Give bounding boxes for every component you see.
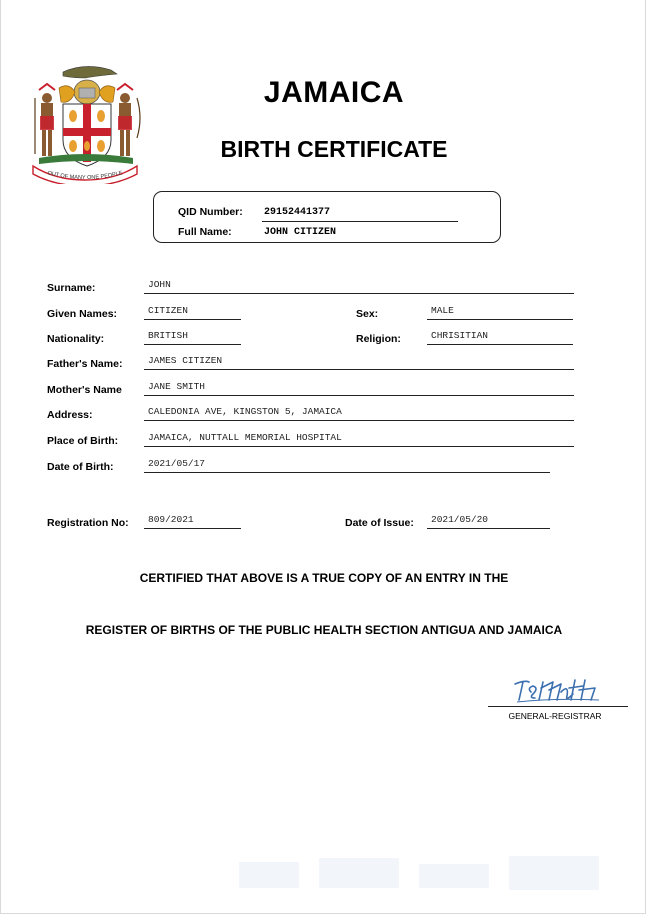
date-of-birth-label: Date of Birth: [47, 461, 114, 473]
address-value: CALEDONIA AVE, KINGSTON 5, JAMAICA [144, 406, 574, 421]
qid-value: 29152441377 [262, 206, 458, 222]
nationality-value: BRITISH [144, 330, 241, 345]
motto-text: OUT OF MANY ONE PEOPLE [46, 170, 124, 182]
fullname-label: Full Name: [178, 226, 232, 238]
father-name-value: JAMES CITIZEN [144, 355, 574, 370]
religion-value: CHRISITIAN [427, 330, 573, 345]
nationality-label: Nationality: [47, 333, 105, 345]
certification-line-1: CERTIFIED THAT ABOVE IS A TRUE COPY OF AN ENTRY IN THE [139, 571, 509, 585]
fullname-row [178, 226, 468, 242]
id-box [153, 191, 501, 243]
country-name: JAMAICA [263, 76, 405, 109]
watermark-graphic [229, 852, 609, 896]
surname-value: JOHN [144, 279, 574, 294]
signature-title: GENERAL-REGISTRAR [508, 711, 602, 721]
date-of-birth-value: 2021/05/17 [144, 458, 550, 473]
surname-label: Surname: [47, 282, 96, 294]
place-of-birth-label: Place of Birth: [47, 435, 119, 447]
certification-line-2: REGISTER OF BIRTHS OF THE PUBLIC HEALTH SECTION ANTIGUA AND JAMAICA [85, 623, 563, 637]
registration-no-value: 809/2021 [144, 514, 241, 529]
registrar-signature [513, 676, 603, 704]
religion-label: Religion: [356, 333, 401, 345]
qid-row [178, 206, 468, 222]
address-label: Address: [47, 409, 93, 421]
mother-name-value: JANE SMITH [144, 381, 574, 396]
coat-of-arms-emblem [25, 58, 145, 184]
place-of-birth-value: JAMAICA, NUTTALL MEMORIAL HOSPITAL [144, 432, 574, 447]
document-title: BIRTH CERTIFICATE [220, 136, 448, 162]
given-names-label: Given Names: [47, 308, 118, 320]
signature-line [488, 706, 628, 707]
father-name-label: Father's Name: [47, 358, 123, 370]
fullname-value: JOHN CITIZEN [264, 227, 337, 238]
sex-label: Sex: [356, 308, 379, 320]
registration-no-label: Registration No: [47, 517, 129, 529]
date-of-issue-value: 2021/05/20 [427, 514, 550, 529]
given-names-value: CITIZEN [144, 305, 241, 320]
date-of-issue-label: Date of Issue: [345, 517, 414, 529]
sex-value: MALE [427, 305, 573, 320]
qid-label: QID Number: [178, 206, 243, 218]
mother-name-label: Mother's Name [47, 384, 122, 396]
